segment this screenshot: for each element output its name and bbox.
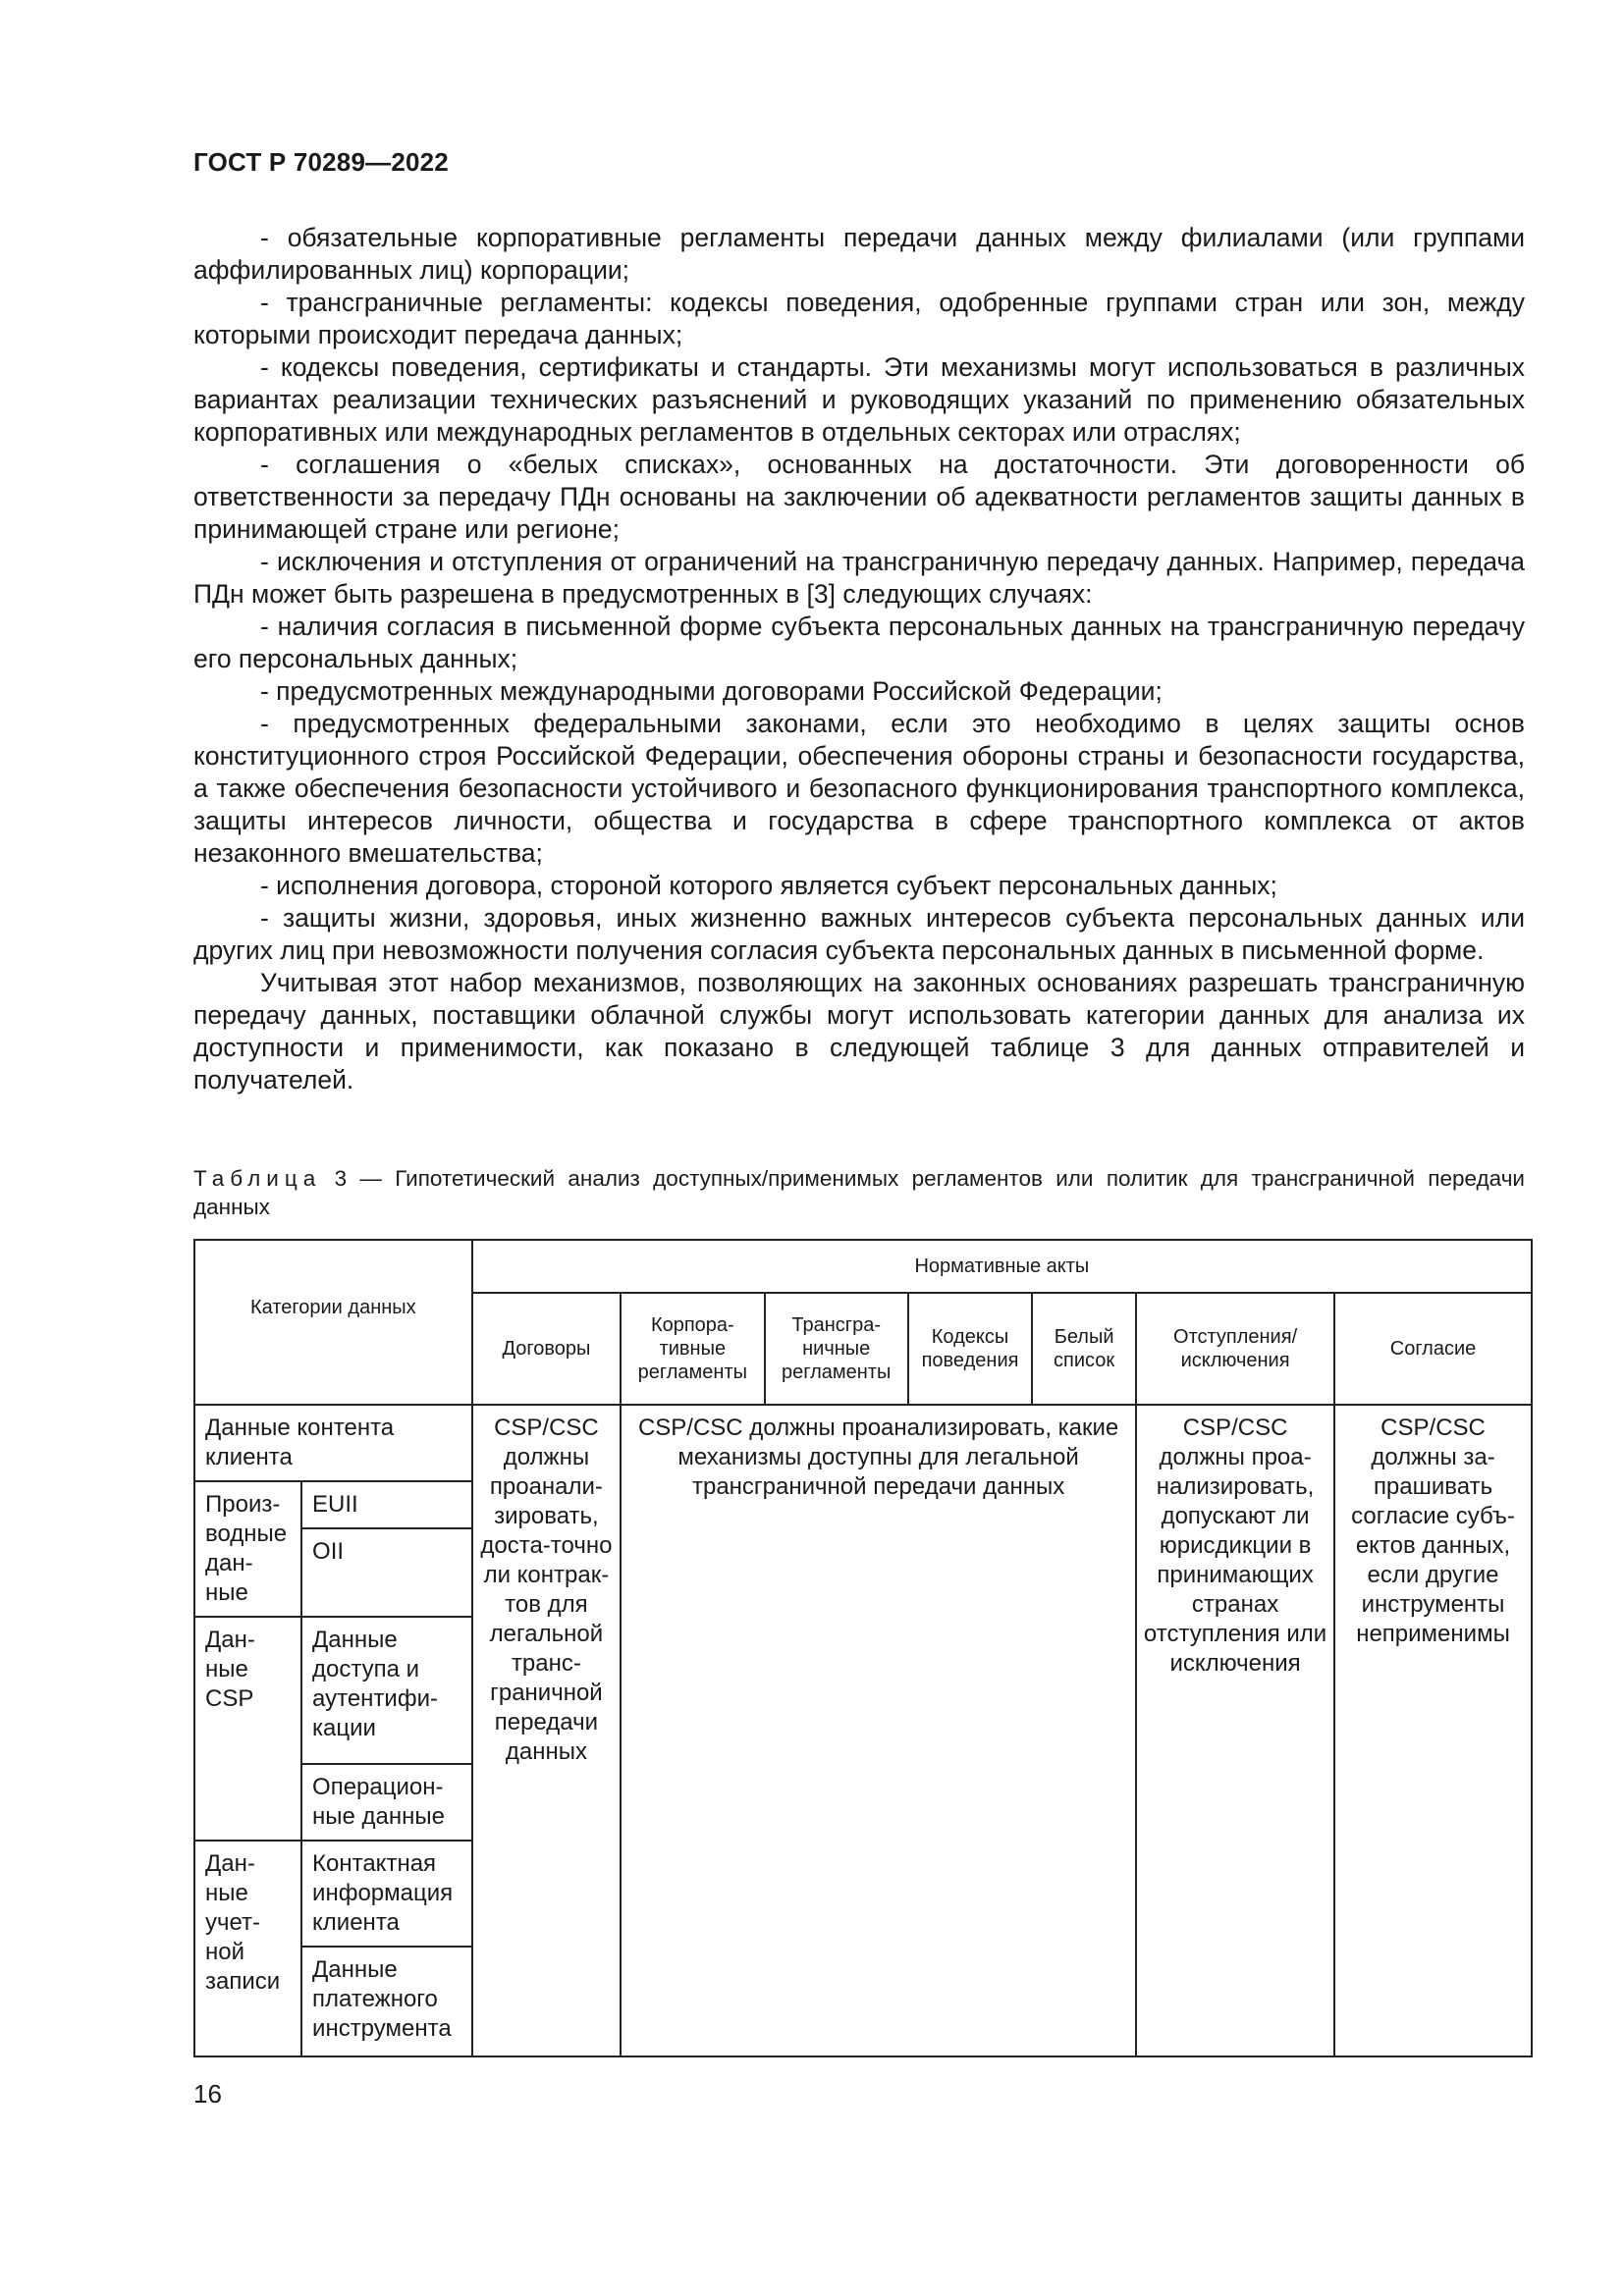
- row-euii: EUII: [301, 1481, 472, 1528]
- paragraph: Учитывая этот набор механизмов, позволяющих на законных основаниях разрешать трансграничную передачу данных, поставщики облачной службы могут использовать категории данных для анализа их доступности и применимости, как показано в следующей таблице 3 для данных отправителей и получателей.: [193, 968, 1525, 1095]
- paragraph: - защиты жизни, здоровья, иных жизненно важных интересов субъекта персональных данных или других лиц при невозможности получения согласия субъекта персональных данных в письменной форме.: [193, 903, 1525, 965]
- row-derived-data: Произ-водные дан-ные: [194, 1481, 301, 1617]
- row-access-auth-data: Данные доступа и аутентифи-кации: [301, 1617, 472, 1764]
- paragraph: - наличия согласия в письменной форме субъекта персональных данных на трансграничную передачу его персональных данных;: [193, 612, 1525, 673]
- row-account-data: Дан-ные учет-ной записи: [194, 1841, 301, 2056]
- header-white-list: Белый список: [1032, 1293, 1136, 1405]
- cell-middle-mechanisms: CSP/CSC должны проанализировать, какие механизмы доступны для легальной трансграничной передачи данных: [621, 1405, 1136, 2056]
- row-operational-data: Операцион-ные данные: [301, 1764, 472, 1841]
- table-caption: [193, 1164, 1525, 1221]
- row-oii: OII: [301, 1528, 472, 1617]
- row-customer-content: Данные контента клиента: [194, 1405, 472, 1481]
- header-normative-acts: Нормативные акты: [472, 1240, 1532, 1293]
- cell-contracts: CSP/CSC должны проанали-зировать, доста-точно ли контрак-тов для легальной транс-граничной передачи данных: [472, 1405, 621, 2056]
- header-codes-of-conduct: Кодексы поведения: [908, 1293, 1032, 1405]
- row-payment-instrument: Данные платежного инструмента: [301, 1947, 472, 2056]
- header-categories: Категории данных: [194, 1240, 472, 1405]
- header-consent: Согласие: [1334, 1293, 1532, 1405]
- cell-exceptions: CSP/CSC должны проа-нализировать, допускают ли юрисдикции в принимающих странах отступления или исключения: [1136, 1405, 1334, 2056]
- row-customer-contact: Контактная информация клиента: [301, 1841, 472, 1947]
- paragraph: - кодексы поведения, сертификаты и стандарты. Эти механизмы могут использоваться в различных вариантах реализации технических разъяснений и руководящих указаний по применению обязательных корпоративных или международных регламентов в отдельных секторах или отраслях;: [193, 352, 1525, 447]
- paragraph: - трансграничные регламенты: кодексы поведения, одобренные группами стран или зон, между которыми происходит передача данных;: [193, 288, 1525, 349]
- header-contracts: Договоры: [472, 1293, 621, 1405]
- paragraph: - предусмотренных международными договорами Российской Федерации;: [260, 676, 1163, 706]
- paragraph: - исполнения договора, стороной которого является субъект персональных данных;: [260, 871, 1277, 900]
- cell-consent: CSP/CSC должны за-прашивать согласие субъ-ектов данных, если другие инструменты неприменимы: [1334, 1405, 1532, 2056]
- table-caption-text: 3 — Гипотетический анализ доступных/применимых регламентов или политик для трансграничной передачи данных: [193, 1166, 1525, 1219]
- paragraph: - обязательные корпоративные регламенты передачи данных между филиалами (или группами аффилированных лиц) корпорации;: [193, 223, 1525, 285]
- table-3: [193, 1239, 1533, 2057]
- body-text: [193, 222, 1525, 1096]
- header-corporate-rules: Корпора-тивные регламенты: [621, 1293, 764, 1405]
- paragraph: - предусмотренных федеральными законами, если это необходимо в целях защиты основ конституционного строя Российской Федерации, обеспечения обороны страны и безопасности государства, а также обеспечения безопасности устойчивого и безопасного функционирования транспортного комплекса, защиты интересов личности, общества и государства в сфере транспортного комплекса от актов незаконного вмешательства;: [193, 709, 1525, 868]
- page-number: 16: [193, 2079, 222, 2109]
- paragraph: - исключения и отступления от ограничений на трансграничную передачу данных. Например, передача ПДн может быть разрешена в предусмотренных в [3] следующих случаях:: [193, 547, 1525, 609]
- header-crossborder-rules: Трансгра-ничные регламенты: [765, 1293, 908, 1405]
- header-exceptions: Отступления/ исключения: [1136, 1293, 1334, 1405]
- row-csp-data: Дан-ные CSP: [194, 1617, 301, 1841]
- document-header: ГОСТ Р 70289—2022: [193, 147, 449, 177]
- table-caption-label: Таблица: [193, 1166, 322, 1191]
- paragraph: - соглашения о «белых списках», основанных на достаточности. Эти договоренности об ответственности за передачу ПДн основаны на заключении об адекватности регламентов защиты данных в принимающей стране или регионе;: [193, 450, 1525, 544]
